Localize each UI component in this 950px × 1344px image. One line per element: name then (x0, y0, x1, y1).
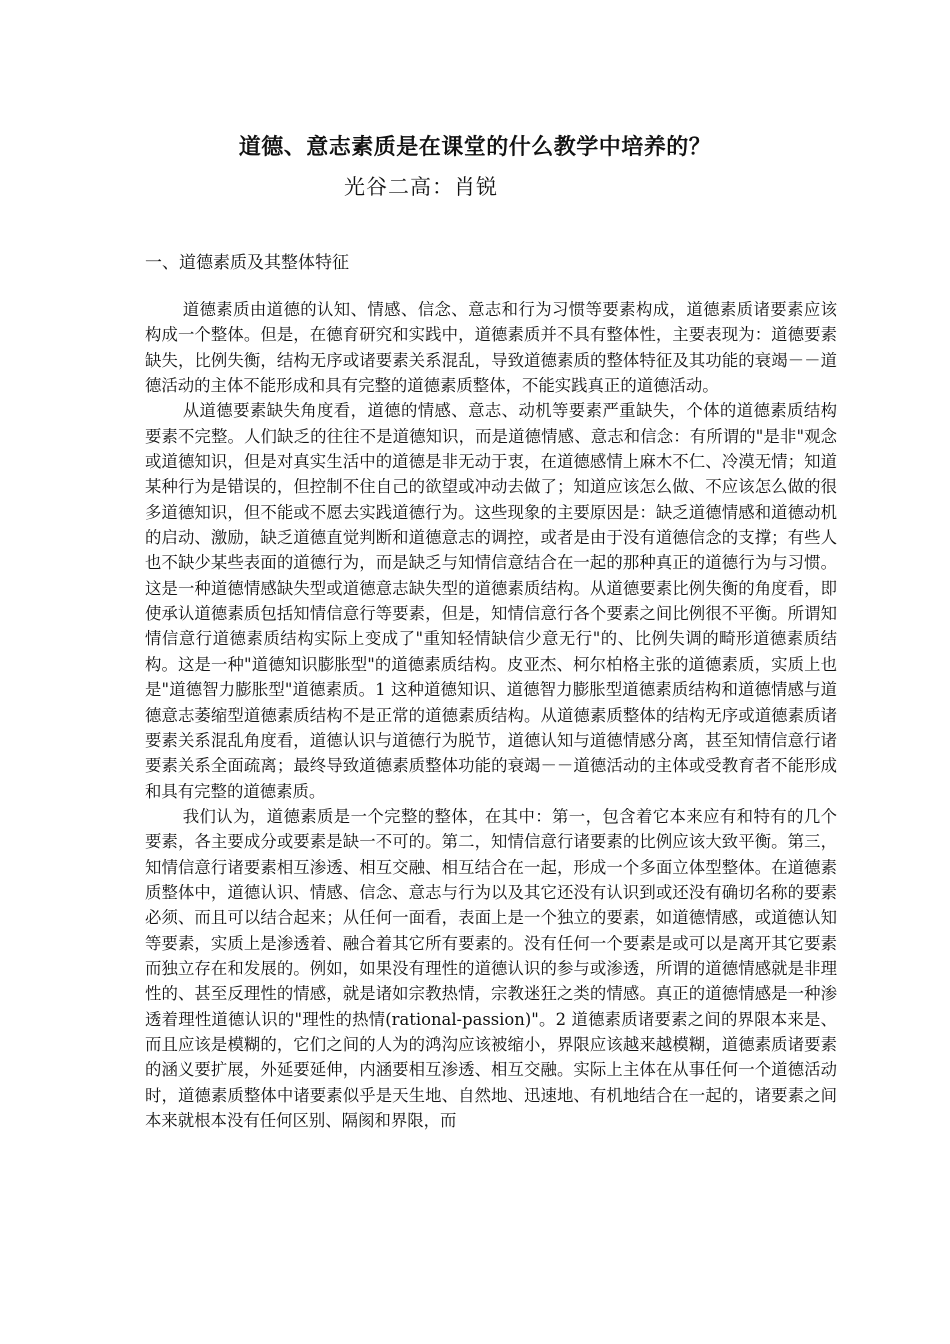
body-text (145, 297, 837, 1133)
document-title: 道德、意志素质是在课堂的什么教学中培养的？ (238, 134, 712, 160)
paragraph: 我们认为，道德素质是一个完整的整体，在其中：第一，包含着它本来应有和特有的几个要素，各主要成分或要素是缺一不可的。第二，知情信意行诸要素的比例应该大致平衡。第三，知情信意行诸要素相互渗透、相互交融、相互结合在一起，形成一个多面立体型整体。在道德素质整体中，道德认识、情感、信念、意志与行为以及其它还没有认识到或还没有确切名称的要素必须、而且可以结合起来；从任何一面看，表面上是一个独立的要素，如道德情感，或道德认知等要素，实质上是渗透着、融合着其它所有要素的。没有任何一个要素是或可以是离开其它要素而独立存在和发展的。例如，如果没有理性的道德认识的参与或渗透，所谓的道德情感就是非理性的、甚至反理性的情感，就是诸如宗教热情，宗教迷狂之类的情感。真正的道德情感是一种渗透着理性道德认识的"理性的热情(rational-passion)"。2 道德素质诸要素之间的界限本来是、而且应该是模糊的，它们之间的人为的鸿沟应该被缩小，界限应该越来越模糊，道德素质诸要素的涵义要扩展，外延要延伸，内涵要相互渗透、相互交融。实际上主体在从事任何一个道德活动时，道德素质整体中诸要素似乎是天生地、自然地、迅速地、有机地结合在一起的，诸要素之间本来就根本没有任何区别、隔阂和界限，而 (145, 806, 837, 1130)
document-author: 光谷二高：肖锐 (344, 175, 498, 199)
section-heading: 一、道德素质及其整体特征 (145, 253, 349, 273)
paragraph: 道德素质由道德的认知、情感、信念、意志和行为习惯等要素构成，道德素质诸要素应该构成一个整体。但是，在德育研究和实践中，道德素质并不具有整体性，主要表现为：道德要素缺失，比例失衡，结构无序或诸要素关系混乱，导致道德素质的整体特征及其功能的衰竭－－道德活动的主体不能形成和具有完整的道德素质整体，不能实践真正的道德活动。 (145, 300, 837, 396)
paragraph: 从道德要素缺失角度看，道德的情感、意志、动机等要素严重缺失，个体的道德素质结构要素不完整。人们缺乏的往往不是道德知识，而是道德情感、意志和信念：有所谓的"是非"观念或道德知识，但是对真实生活中的道德是非无动于衷，在道德感情上麻木不仁、冷漠无情；知道某种行为是错误的，但控制不住自己的欲望或冲动去做了；知道应该怎么做、不应该怎么做的很多道德知识，但不能或不愿去实践道德行为。这些现象的主要原因是：缺乏道德情感和道德动机的启动、激励，缺乏道德直觉判断和道德意志的调控，或者是由于没有道德信念的支撑；有些人也不缺少某些表面的道德行为，而是缺乏与知情信意结合在一起的那种真正的道德行为与习惯。这是一种道德情感缺失型或道德意志缺失型的道德素质结构。从道德要素比例失衡的角度看，即使承认道德素质包括知情信意行等要素，但是，知情信意行各个要素之间比例很不平衡。所谓知情信意行道德素质结构实际上变成了"重知轻情缺信少意无行"的、比例失调的畸形道德素质结构。这是一种"道德知识膨胀型"的道德素质结构。皮亚杰、柯尔柏格主张的道德素质，实质上也是"道德智力膨胀型"道德素质。1 这种道德知识、道德智力膨胀型道德素质结构和道德情感与道德意志萎缩型道德素质结构不是正常的道德素质结构。从道德素质整体的结构无序或道德素质诸要素关系混乱角度看，道德认识与道德行为脱节，道德认知与道德情感分离，甚至知情信意行诸要素关系全面疏离；最终导致道德素质整体功能的衰竭－－道德活动的主体或受教育者不能形成和具有完整的道德素质。 (145, 401, 837, 801)
